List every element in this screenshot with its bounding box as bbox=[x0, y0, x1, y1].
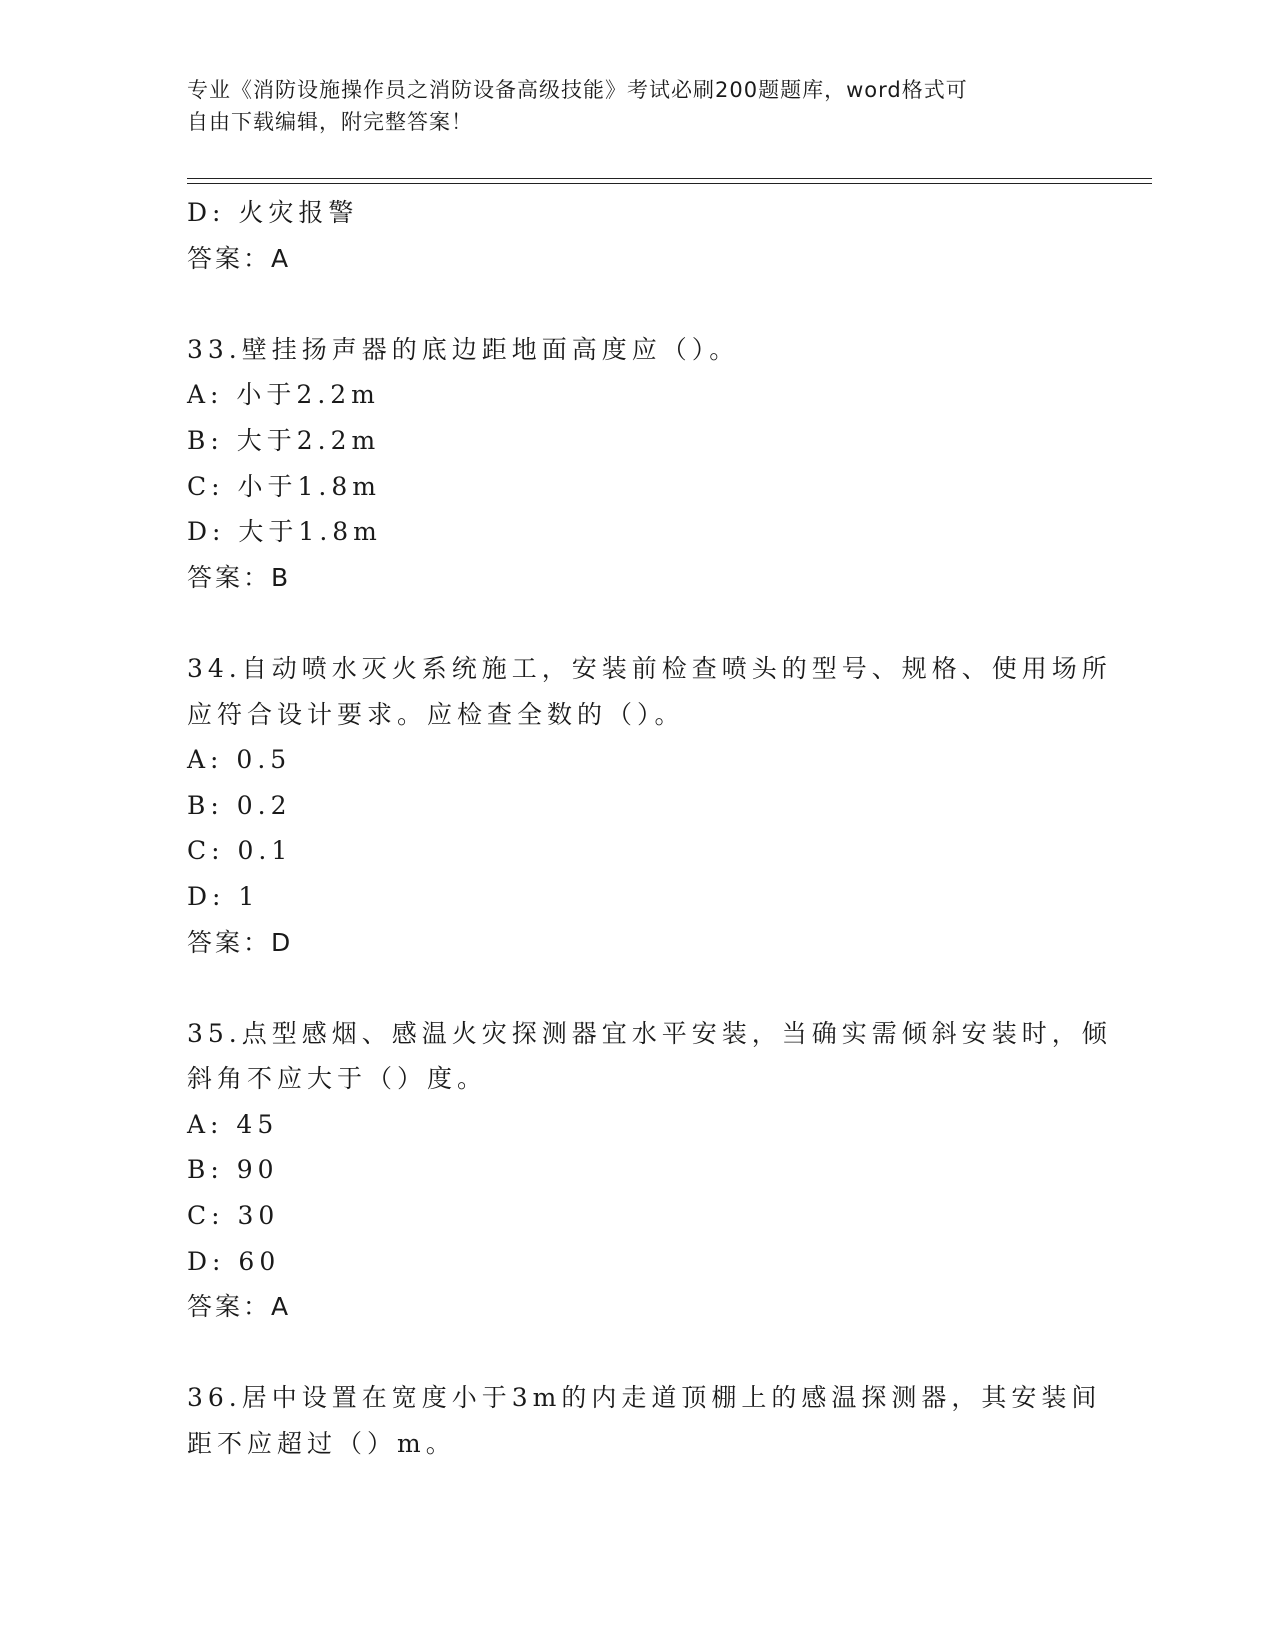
option-d: D: 60 bbox=[187, 1246, 281, 1276]
question-33 bbox=[187, 327, 1087, 601]
option-d: D: 大于1.8m bbox=[187, 517, 382, 547]
question-34 bbox=[187, 646, 1112, 965]
question-stem-line-2: 距不应超过（）m。 bbox=[187, 1429, 456, 1459]
option-d: D: 火灾报警 bbox=[187, 198, 359, 227]
spacer bbox=[187, 965, 1087, 1011]
question-35 bbox=[187, 1011, 1112, 1330]
question-stem-line-2: 斜角不应大于（）度。 bbox=[187, 1064, 488, 1094]
option-c: C: 30 bbox=[187, 1201, 280, 1231]
header-line-1: 专业《消防设施操作员之消防设备高级技能》考试必刷200题题库，word格式可 bbox=[187, 78, 968, 102]
question-stem-line-1: 34.自动喷水灭火系统施工，安装前检查喷头的型号、规格、使用场所 bbox=[187, 653, 1112, 683]
spacer bbox=[187, 281, 1087, 327]
answer-line: 答案：A bbox=[187, 243, 292, 273]
option-a: A: 0.5 bbox=[187, 745, 292, 775]
option-b: B: 0.2 bbox=[187, 790, 292, 820]
spacer bbox=[187, 600, 1087, 646]
answer-line: 答案：D bbox=[187, 927, 294, 957]
option-a: A: 小于2.2m bbox=[187, 380, 380, 410]
option-a: A: 45 bbox=[187, 1109, 279, 1139]
option-b: B: 大于2.2m bbox=[187, 425, 381, 455]
header-divider-top bbox=[187, 178, 1152, 179]
spacer bbox=[187, 1330, 1087, 1376]
question-32-continued bbox=[187, 190, 1087, 281]
answer-line: 答案：A bbox=[187, 1292, 292, 1322]
header-divider-bottom bbox=[187, 183, 1152, 184]
document-header bbox=[187, 74, 1067, 138]
header-line-2: 自由下载编辑，附完整答案！ bbox=[187, 110, 473, 134]
question-stem-line-1: 35.点型感烟、感温火灾探测器宜水平安装，当确实需倾斜安装时，倾 bbox=[187, 1018, 1112, 1048]
option-b: B: 90 bbox=[187, 1155, 279, 1185]
answer-line: 答案：B bbox=[187, 562, 292, 592]
option-c: C: 小于1.8m bbox=[187, 471, 381, 501]
question-stem: 33.壁挂扬声器的底边距地面高度应（）。 bbox=[187, 334, 740, 364]
option-c: C: 0.1 bbox=[187, 836, 293, 866]
question-stem-line-1: 36.居中设置在宽度小于3m的内走道顶棚上的感温探测器，其安装间 bbox=[187, 1383, 1102, 1413]
question-stem-line-2: 应符合设计要求。应检查全数的（）。 bbox=[187, 699, 685, 729]
question-36 bbox=[187, 1375, 1102, 1466]
option-d: D: 1 bbox=[187, 881, 260, 911]
question-content bbox=[187, 190, 1112, 1467]
